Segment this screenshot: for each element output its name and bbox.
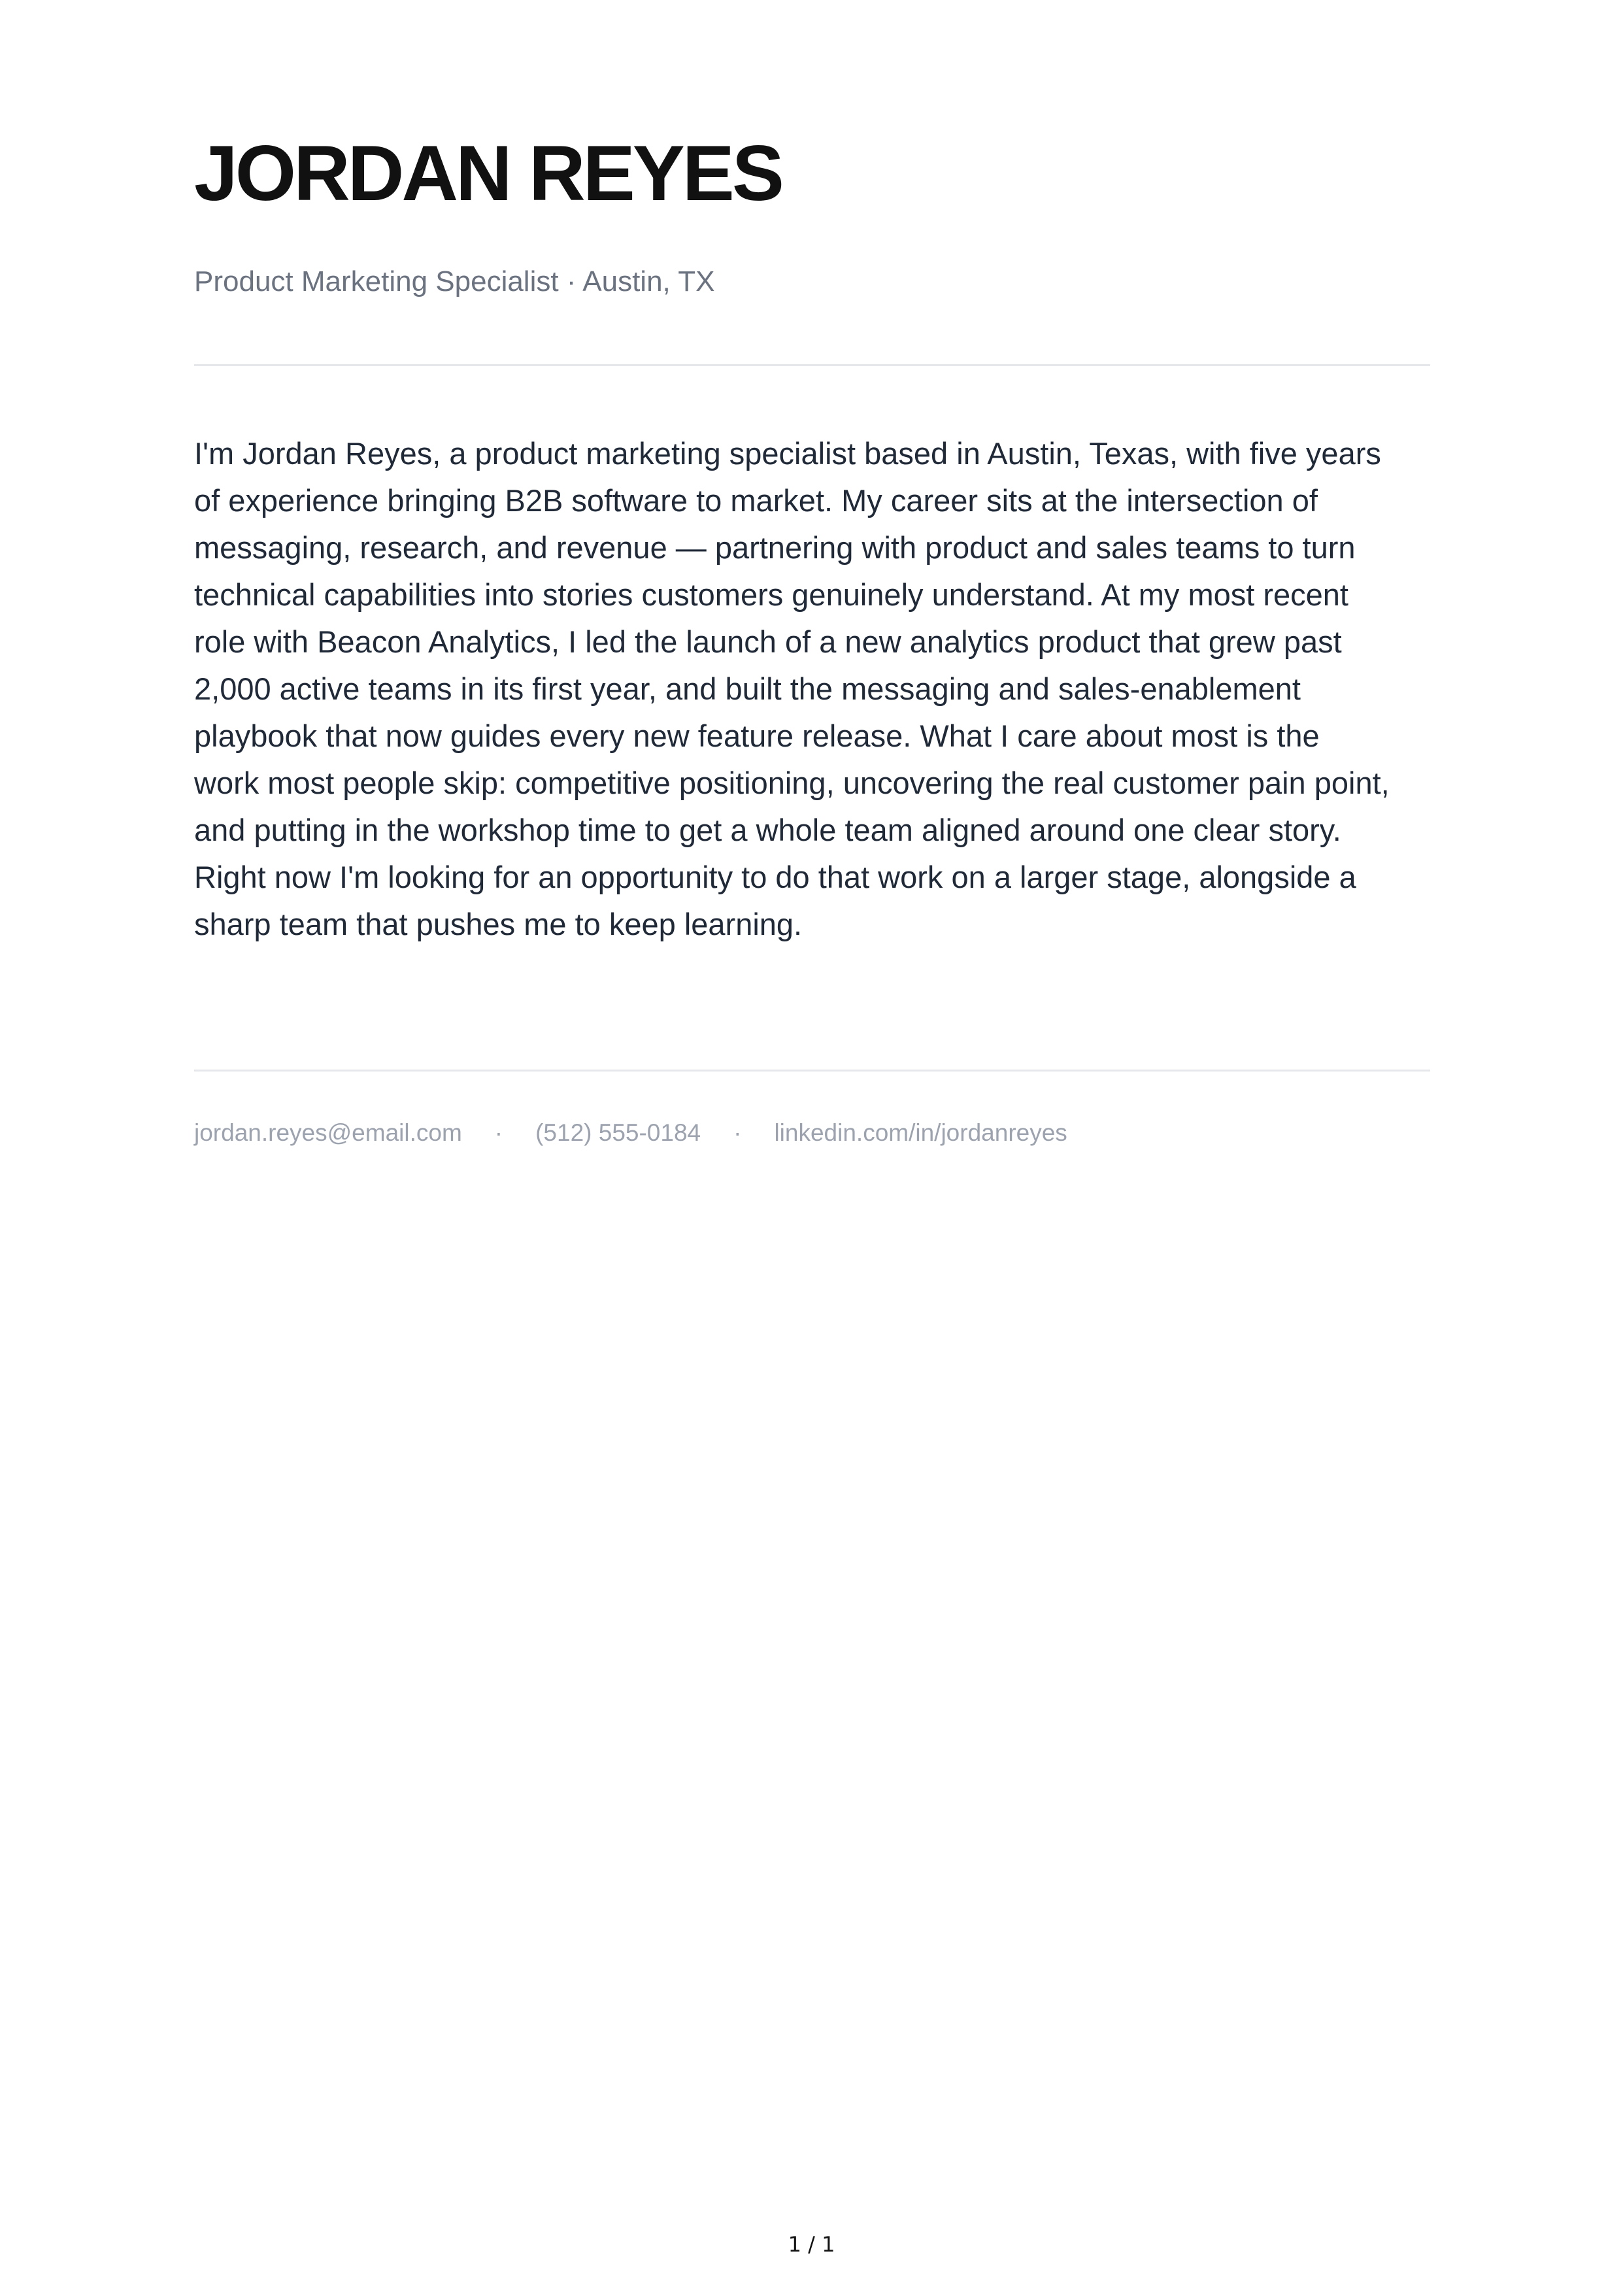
contact-info	[194, 1117, 1067, 1149]
contact-separator: ·	[733, 1119, 742, 1146]
linkedin-link[interactable]: linkedin.com/in/jordanreyes	[774, 1119, 1067, 1146]
top-divider	[194, 364, 1430, 366]
job-title-location: Product Marketing Specialist · Austin, TX	[194, 265, 715, 297]
profile-summary: I'm Jordan Reyes, a product marketing specialist based in Austin, Texas, with five years of experience bringing B2B software to market. My career sits at the intersection of messaging, research, and revenue — partnering with product and sales teams to turn technical capabilities into stories customers genuinely understand. At my most recent role with Beacon Analytics, I led the launch of a new analytics product that grew past 2,000 active teams in its first year, and built the messaging and sales-enablement playbook that now guides every new feature release. What I care about most is the work most people skip: competitive positioning, uncovering the real customer pain point, and putting in the workshop time to get a whole team aligned around one clear story. Right now I'm looking for an opportunity to do that work on a larger stage, alongside a sharp team that pushes me to keep learning.	[194, 436, 1390, 941]
email-link[interactable]: jordan.reyes@email.com	[194, 1119, 462, 1146]
contact-separator: ·	[494, 1119, 503, 1146]
phone-number[interactable]: (512) 555-0184	[535, 1119, 701, 1146]
bottom-divider	[194, 1070, 1430, 1072]
candidate-name: JORDAN REYES	[194, 129, 782, 217]
page-number: 1 / 1	[788, 2232, 835, 2257]
